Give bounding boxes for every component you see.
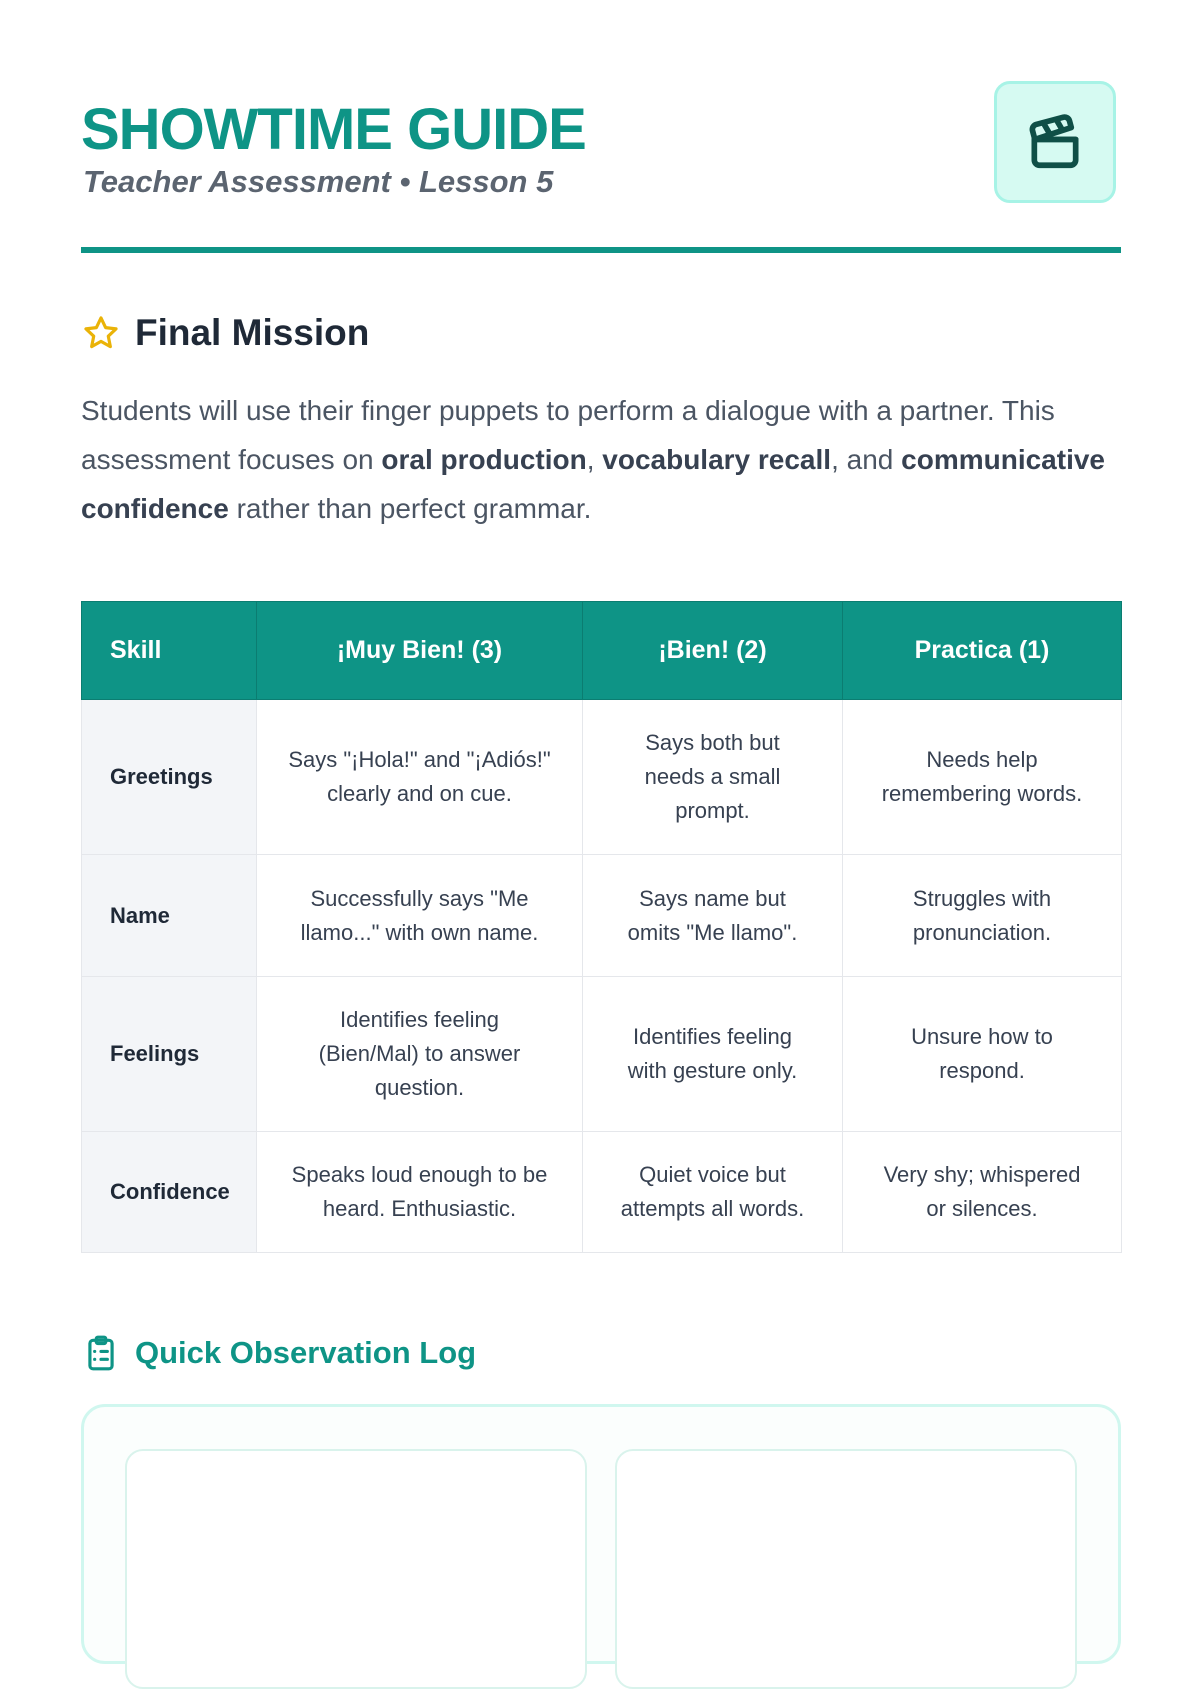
final-mission-title: Final Mission — [135, 312, 370, 353]
intro-tail: rather than perfect grammar. — [228, 493, 592, 524]
focus-vocabulary-recall: vocabulary recall — [602, 444, 832, 475]
clipboard-list-icon — [81, 1333, 121, 1373]
score-2-cell: Says name but omits "Me llamo". — [583, 855, 843, 977]
table-header-row — [82, 602, 1122, 700]
assessment-rubric-table — [81, 601, 1122, 1253]
page-header — [81, 98, 1121, 208]
score-1-cell: Needs help remembering words. — [843, 700, 1122, 855]
star-icon — [81, 313, 121, 353]
clapperboard-icon — [1024, 111, 1086, 173]
skill-cell: Confidence — [82, 1132, 257, 1253]
skill-cell: Feelings — [82, 977, 257, 1132]
score-2-cell: Quiet voice but attempts all words. — [583, 1132, 843, 1253]
score-1-cell: Struggles with pronunciation. — [843, 855, 1122, 977]
skill-cell: Name — [82, 855, 257, 977]
score-3-cell: Says "¡Hola!" and "¡Adiós!" clearly and on cue. — [257, 700, 583, 855]
skill-cell: Greetings — [82, 700, 257, 855]
clapperboard-badge — [994, 81, 1116, 203]
final-mission-heading — [81, 312, 369, 354]
score-3-cell: Identifies feeling (Bien/Mal) to answer question. — [257, 977, 583, 1132]
score-1-cell: Very shy; whispered or silences. — [843, 1132, 1122, 1253]
score-3-cell: Speaks loud enough to be heard. Enthusiastic. — [257, 1132, 583, 1253]
observation-log-heading — [81, 1333, 476, 1373]
intro-sep-2: , and — [831, 444, 902, 475]
column-header-bien: ¡Bien! (2) — [583, 602, 843, 700]
table-row — [82, 700, 1122, 855]
table-row — [82, 855, 1122, 977]
observation-log-panel — [81, 1404, 1121, 1664]
observation-log-title: Quick Observation Log — [135, 1335, 477, 1370]
score-2-cell: Says both but needs a small prompt. — [583, 700, 843, 855]
table-row — [82, 1132, 1122, 1253]
mission-description — [81, 386, 1121, 533]
focus-oral-production: oral production — [381, 444, 587, 475]
column-header-muy-bien: ¡Muy Bien! (3) — [257, 602, 583, 700]
observation-note-card[interactable] — [615, 1449, 1077, 1689]
observation-note-card[interactable] — [125, 1449, 587, 1689]
score-3-cell: Successfully says "Me llamo..." with own name. — [257, 855, 583, 977]
focus-communicative-confidence: communicative confidence — [81, 444, 1105, 524]
page-subtitle: Teacher Assessment • Lesson 5 — [83, 164, 554, 199]
column-header-practica: Practica (1) — [843, 602, 1122, 700]
page-title: SHOWTIME GUIDE — [81, 97, 586, 162]
table-row — [82, 977, 1122, 1132]
intro-sep-1: , — [586, 444, 603, 475]
header-divider — [81, 247, 1121, 253]
intro-lead: Students will use their finger puppets to perform a dialogue with a partner. This assessment focuses on — [81, 395, 1055, 475]
column-header-skill: Skill — [82, 602, 257, 700]
score-1-cell: Unsure how to respond. — [843, 977, 1122, 1132]
score-2-cell: Identifies feeling with gesture only. — [583, 977, 843, 1132]
